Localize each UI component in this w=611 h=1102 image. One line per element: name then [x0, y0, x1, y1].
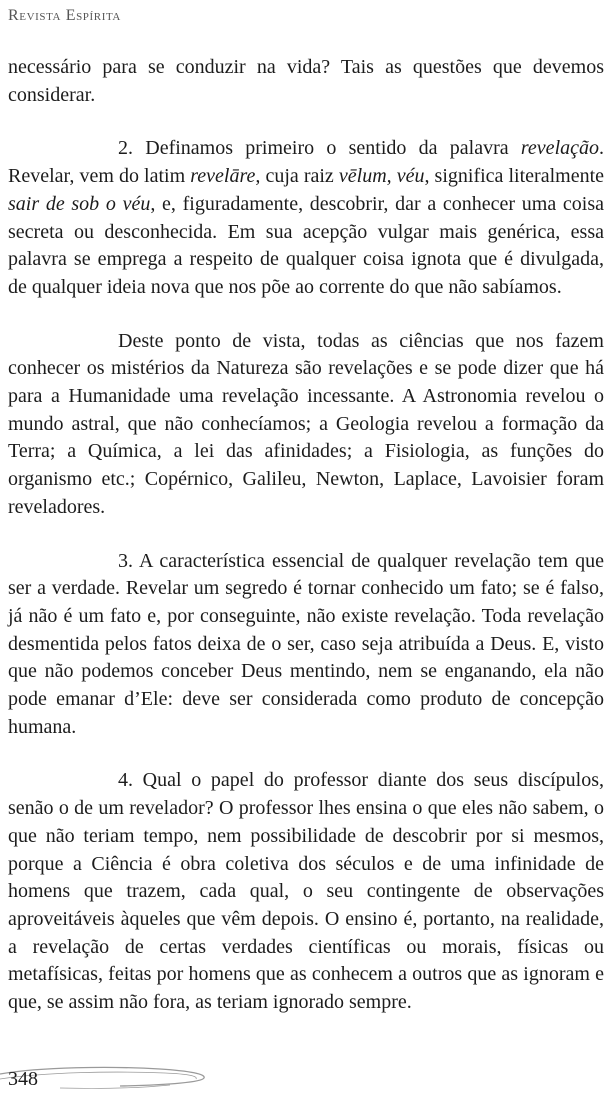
para2-text-2: . Revelar, vem do latim — [8, 137, 604, 188]
paragraph-2 — [8, 135, 604, 301]
para2-text-4: , significa literalmente — [424, 165, 605, 188]
paragraph-intro: necessário para se conduzir na vida? Tais as questões que devemos considerar. — [8, 56, 604, 106]
para2-italic-revelacao: revelação — [520, 137, 599, 160]
page-footer — [0, 1058, 220, 1102]
para2-text-5: , e, figuradamente, descobrir, dar a conhecer uma coisa secreta ou desconhecida. Em sua acepção vulgar mais genérica, essa palavra se emprega a respeito de qualquer coisa ignota que é divulgada, de qualquer ideia nova que nos põe ao corrente do que não sabíamos. — [8, 192, 604, 298]
paragraph-5: 4. Qual o papel do professor diante dos seus discípulos, senão o de um revelador? O professor lhes ensina o que eles não sabem, o que não teriam tempo, nem possibilidade de descobrir por si mesmos, porque a Ciência é obra coletiva dos séculos e de uma infinidade de homens que trazem, cada qual, o seu contingente de observações aproveitáveis àqueles que vêm depois. O ensino é, portanto, na realidade, a revelação de certas verdades científicas ou morais, físicas ou metafísicas, feitas por homens que as conhecem a outros que as ignoram e que, se assim não fora, as teriam ignorado sempre. — [8, 769, 604, 1014]
para2-italic-sair: sair de sob o véu — [8, 192, 151, 215]
para2-italic-revelare: revelāre, — [190, 165, 261, 188]
paragraph-4: 3. A característica essencial de qualquer revelação tem que ser a verdade. Revelar um segredo é tornar conhecido um fato; se é falso, já não é um fato e, por conseguinte, não existe revelação. Toda revelação desmentida pelos fatos deixa de o ser, caso seja atribuída a Deus. E, visto que não podemos conceber Deus mentindo, nem se enganando, ela não pode emanar d’Ele: deve ser considerada como produto de concepção humana. — [8, 549, 604, 738]
para2-text-3: cuja raiz — [260, 165, 339, 188]
page-number: 348 — [8, 1068, 38, 1090]
para2-text-1: 2. Definamos primeiro o sentido da palavra — [118, 137, 521, 160]
body-text — [8, 54, 604, 1017]
running-head: Revista Espírita — [8, 7, 121, 24]
para2-italic-velum: vēlum, véu — [338, 165, 425, 188]
paragraph-3: Deste ponto de vista, todas as ciências que nos fazem conhecer os mistérios da Natureza são revelações e se pode dizer que há para a Humanidade uma revelação incessante. A Astronomia revelou o mundo astral, que não conhecíamos; a Geologia revelou a formação da Terra; a Química, a lei das afinidades; a Fisiologia, as funções do organismo etc.; Copérnico, Galileu, Newton, Laplace, Lavoisier foram reveladores. — [8, 329, 604, 518]
